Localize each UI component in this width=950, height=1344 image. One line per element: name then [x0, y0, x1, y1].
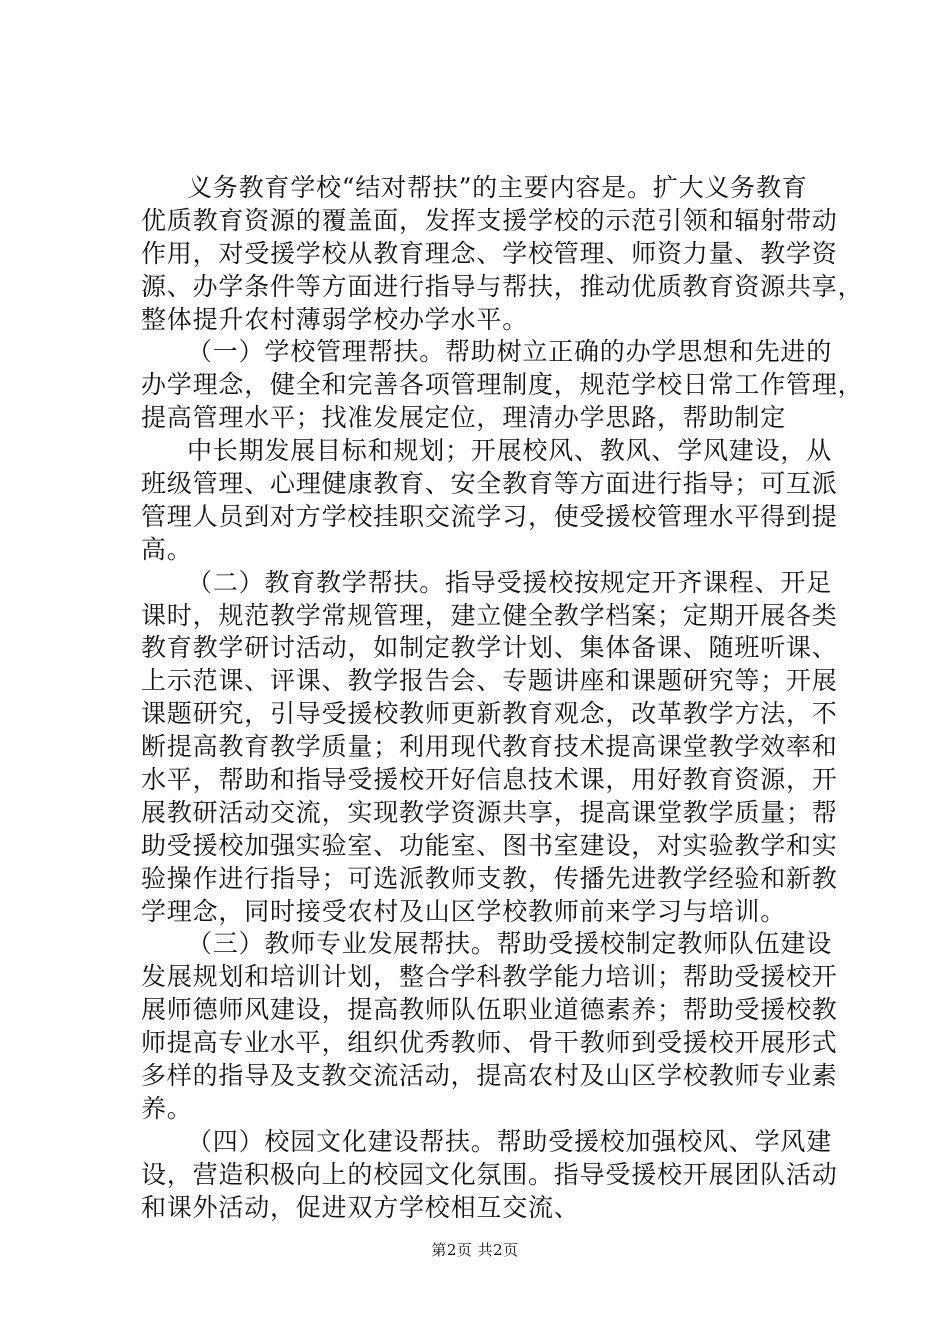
- text-line: 多样的指导及支教交流活动，提高农村及山区学校教师专业素: [141, 1061, 838, 1091]
- text-line: 上示范课、评课、教学报告会、专题讲座和课题研究等；开展: [141, 666, 838, 696]
- text-line: 发展规划和培训计划，整合学科教学能力培训；帮助受援校开: [141, 962, 838, 992]
- text-line: 办学理念，健全和完善各项管理制度，规范学校日常工作管理，: [141, 370, 864, 400]
- text-line: 设，营造积极向上的校园文化氛围。指导受援校开展团队活动: [141, 1159, 838, 1189]
- text-line: （三）教师专业发展帮扶。帮助受援校制定教师队伍建设: [187, 929, 833, 959]
- text-line: 中长期发展目标和规划；开展校风、教风、学风建设，从: [187, 436, 833, 466]
- text-line: 整体提升农村薄弱学校办学水平。: [141, 304, 529, 334]
- text-line: 师提高专业水平，组织优秀教师、骨干教师到受援校开展形式: [141, 1028, 838, 1058]
- text-line: （二）教育教学帮扶。指导受援校按规定开齐课程、开足: [187, 567, 833, 597]
- text-line: 作用，对受援学校从教育理念、学校管理、师资力量、教学资: [141, 238, 838, 268]
- text-line: 义务教育学校“结对帮扶”的主要内容是。扩大义务教育: [187, 173, 808, 202]
- text-line: 管理人员到对方学校挂职交流学习，使受援校管理水平得到提: [141, 501, 838, 531]
- document-body: [141, 172, 864, 1225]
- page-footer: 第2页 共2页: [431, 1241, 519, 1259]
- text-line: 课题研究，引导受援校教师更新教育观念，改革教学方法，不: [141, 699, 838, 729]
- text-line: 和课外活动，促进双方学校相互交流、: [141, 1192, 580, 1222]
- text-line: 展师德师风建设，提高教师队伍职业道德素养；帮助受援校教: [141, 995, 838, 1025]
- text-line: （一）学校管理帮扶。帮助树立正确的办学思想和先进的: [187, 337, 833, 367]
- text-line: 学理念，同时接受农村及山区学校教师前来学习与培训。: [141, 896, 787, 926]
- text-line: 展教研活动交流，实现教学资源共享，提高课堂教学质量；帮: [141, 797, 838, 827]
- text-line: 助受援校加强实验室、功能室、图书室建设，对实验教学和实: [141, 830, 838, 860]
- text-line: 养。: [141, 1093, 193, 1123]
- text-line: 教育教学研讨活动，如制定教学计划、集体备课、随班听课、: [141, 633, 838, 663]
- text-line: 源、办学条件等方面进行指导与帮扶，推动优质教育资源共享，: [141, 271, 864, 301]
- text-line: 水平，帮助和指导受援校开好信息技术课，用好教育资源，开: [141, 765, 838, 795]
- text-line: 课时，规范教学常规管理，建立健全教学档案；定期开展各类: [141, 600, 838, 630]
- text-line: 班级管理、心理健康教育、安全教育等方面进行指导；可互派: [141, 469, 838, 499]
- text-line: 高。: [141, 534, 193, 564]
- text-line: 断提高教育教学质量；利用现代教育技术提高课堂教学效率和: [141, 732, 838, 762]
- text-line: 提高管理水平；找准发展定位，理清办学思路，帮助制定: [141, 403, 787, 433]
- text-line: 优质教育资源的覆盖面，发挥支援学校的示范引领和辐射带动: [141, 205, 838, 235]
- text-line: （四）校园文化建设帮扶。帮助受援校加强校风、学风建: [187, 1126, 833, 1156]
- text-line: 验操作进行指导；可选派教师支教，传播先进教学经验和新教: [141, 863, 838, 893]
